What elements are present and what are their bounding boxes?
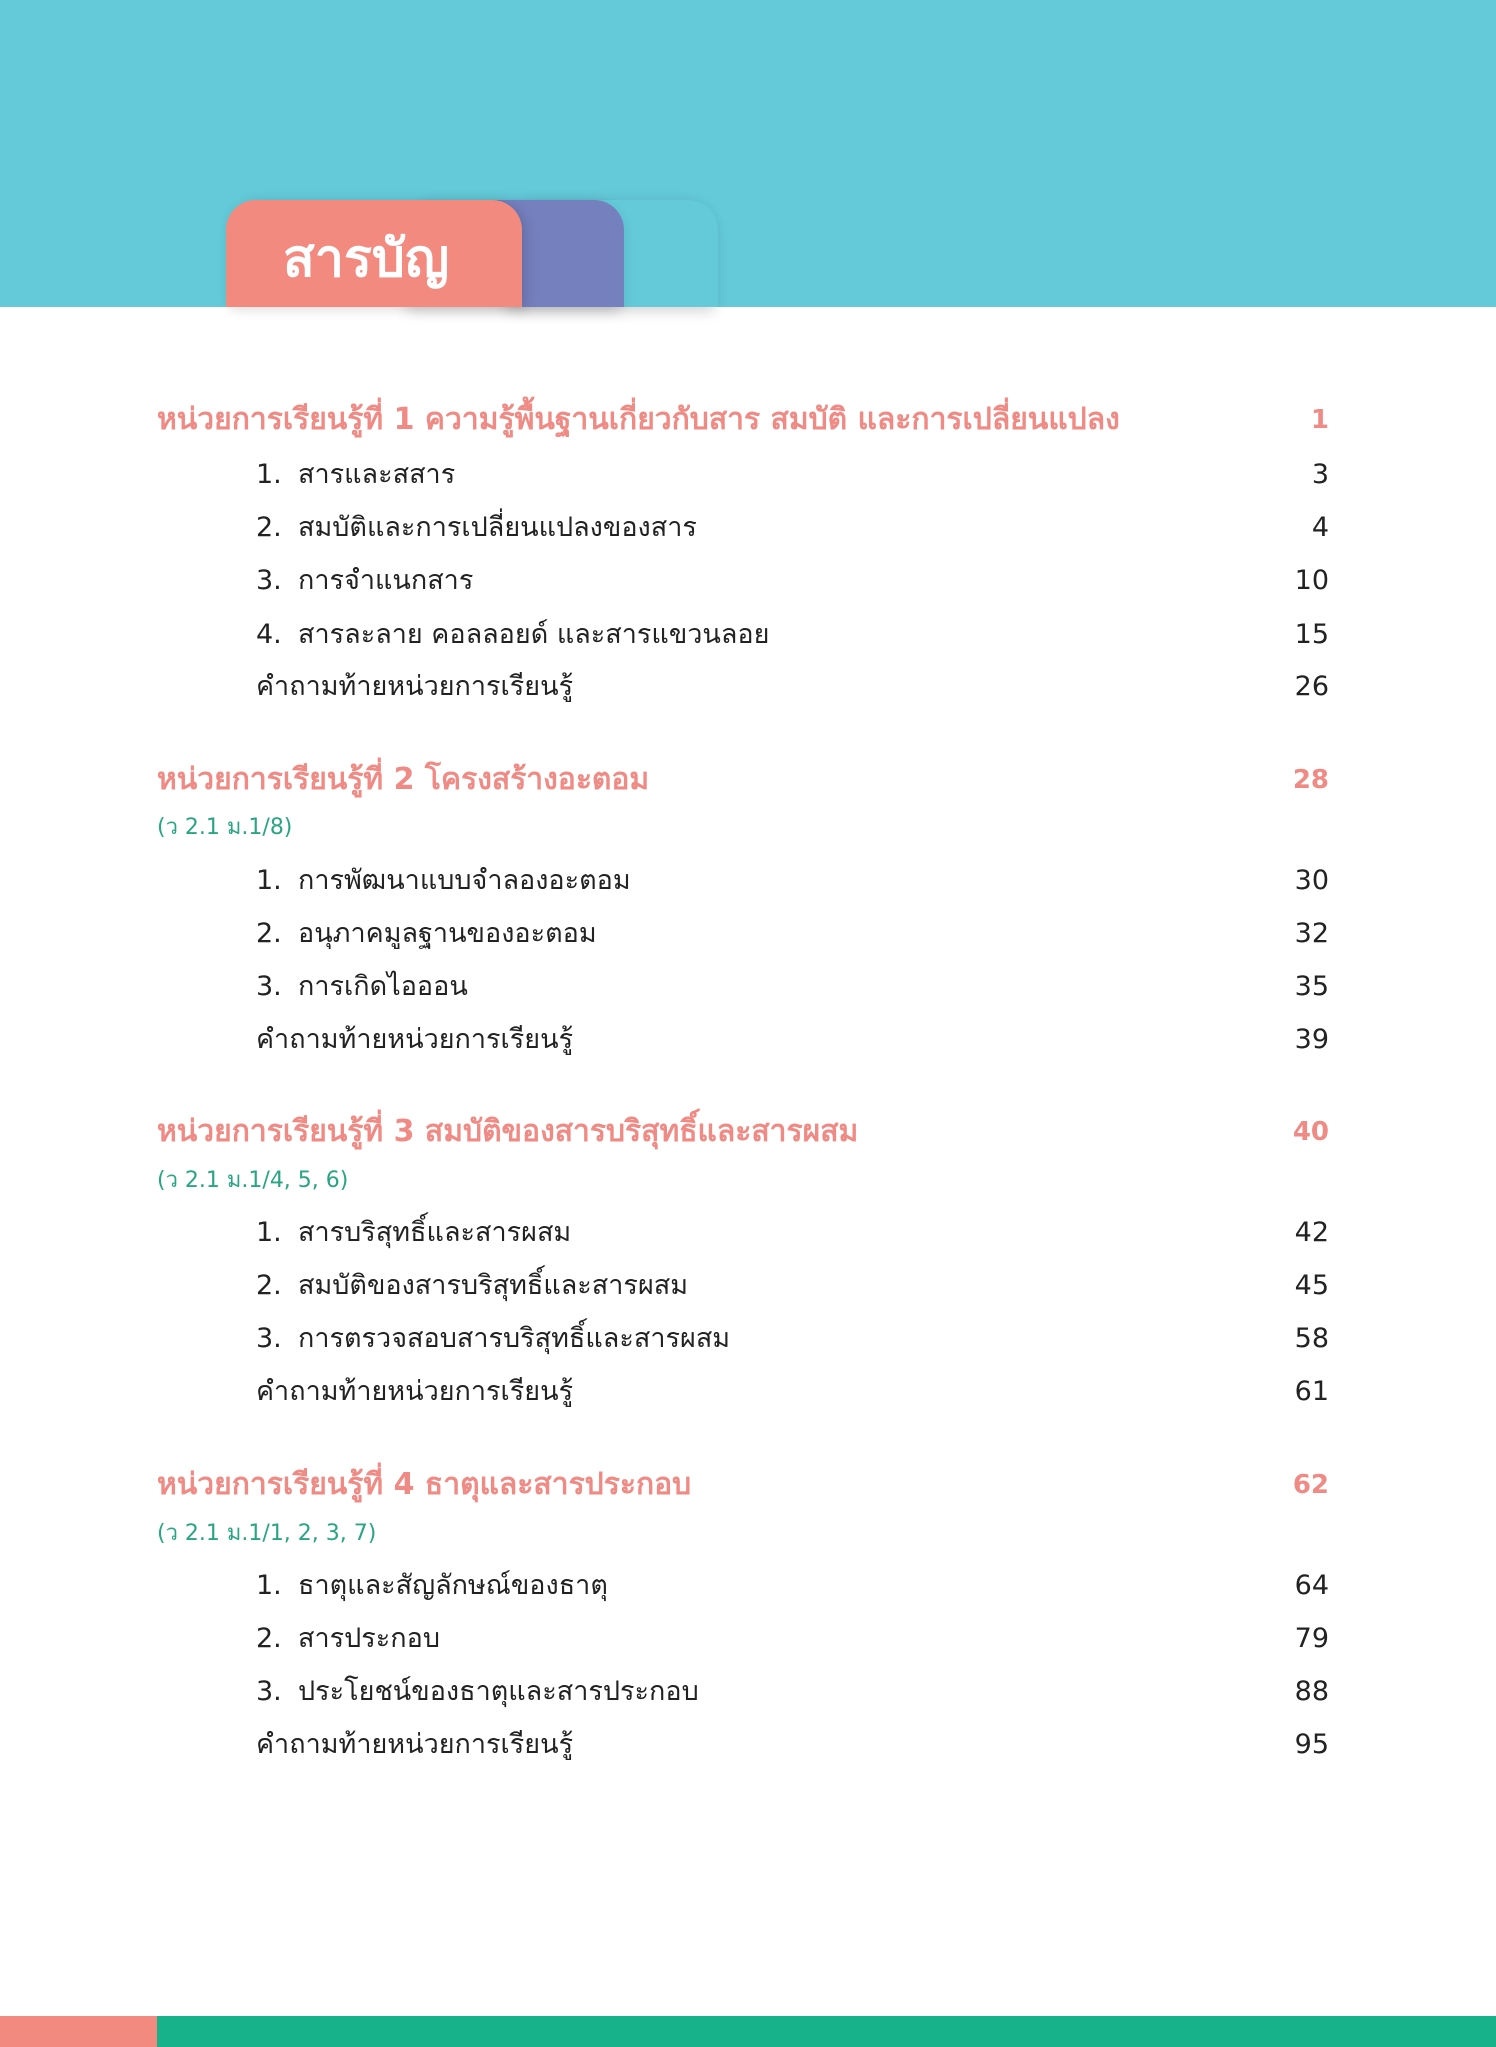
entry-label: อนุภาคมูลฐานของอะตอม — [298, 918, 597, 949]
entry-label: การจำแนกสาร — [298, 565, 474, 596]
entry-page-number: 30 — [1294, 865, 1329, 896]
entry-page-number: 58 — [1294, 1323, 1329, 1354]
entry-label: คำถามท้ายหน่วยการเรียนรู้ — [256, 1024, 574, 1055]
unit-page-number: 1 — [1310, 405, 1329, 435]
entry-number: 2. — [256, 1270, 282, 1301]
toc-entry[interactable] — [256, 861, 1329, 901]
entry-number: 1. — [256, 865, 282, 896]
entry-number: 1. — [256, 1570, 282, 1601]
unit-title[interactable]: หน่วยการเรียนรู้ที่ 4 ธาตุและสารประกอบ — [157, 1467, 692, 1502]
entry-page-number: 10 — [1294, 565, 1329, 596]
unit-page-number: 28 — [1292, 765, 1329, 795]
entry-page-number: 45 — [1294, 1270, 1329, 1301]
entry-page-number: 3 — [1311, 459, 1329, 490]
curriculum-standard: (ว 2.1 ม.1/1, 2, 3, 7) — [157, 1521, 377, 1546]
entry-number: 2. — [256, 1623, 282, 1654]
entry-page-number: 88 — [1294, 1676, 1329, 1707]
entry-page-number: 42 — [1294, 1217, 1329, 1248]
entry-label: การตรวจสอบสารบริสุทธิ์และสารผสม — [298, 1323, 731, 1354]
unit-page-number: 40 — [1292, 1117, 1329, 1147]
unit-title[interactable]: หน่วยการเรียนรู้ที่ 3 สมบัติของสารบริสุทธิ์และสารผสม — [157, 1114, 859, 1149]
entry-label: การเกิดไอออน — [298, 971, 468, 1002]
entry-label: คำถามท้ายหน่วยการเรียนรู้ — [256, 671, 574, 702]
curriculum-standard: (ว 2.1 ม.1/4, 5, 6) — [157, 1168, 349, 1193]
entry-number: 1. — [256, 459, 282, 490]
entry-number: 3. — [256, 1676, 282, 1707]
toc-entry[interactable] — [256, 1566, 1329, 1606]
entry-page-number: 35 — [1294, 971, 1329, 1002]
toc-entry-review[interactable] — [256, 1020, 1329, 1060]
toc-entry[interactable] — [256, 1266, 1329, 1306]
unit-page-number: 62 — [1292, 1470, 1329, 1500]
toc-entry[interactable] — [256, 1213, 1329, 1253]
entry-page-number: 79 — [1294, 1623, 1329, 1654]
entry-page-number: 64 — [1294, 1570, 1329, 1601]
entry-label: การพัฒนาแบบจำลองอะตอม — [298, 865, 631, 896]
entry-number: 4. — [256, 619, 282, 650]
entry-label: ธาตุและสัญลักษณ์ของธาตุ — [298, 1570, 608, 1601]
toc-entry-review[interactable] — [256, 1725, 1329, 1765]
entry-page-number: 61 — [1294, 1376, 1329, 1407]
page-title: สารบัญ — [283, 229, 450, 289]
entry-page-number: 26 — [1294, 671, 1329, 702]
entry-label: คำถามท้ายหน่วยการเรียนรู้ — [256, 1376, 574, 1407]
entry-page-number: 32 — [1294, 918, 1329, 949]
footer-accent — [0, 2016, 157, 2047]
entry-number: 2. — [256, 512, 282, 543]
entry-number: 3. — [256, 971, 282, 1002]
entry-label: สารประกอบ — [298, 1623, 440, 1654]
unit-title[interactable]: หน่วยการเรียนรู้ที่ 1 ความรู้พื้นฐานเกี่ยวกับสาร สมบัติ และการเปลี่ยนแปลง — [157, 402, 1120, 437]
toc-entry[interactable] — [256, 914, 1329, 954]
entry-label: สมบัติและการเปลี่ยนแปลงของสาร — [298, 512, 697, 543]
toc-entry[interactable] — [256, 967, 1329, 1007]
entry-label: สารละลาย คอลลอยด์ และสารแขวนลอย — [298, 619, 770, 650]
entry-label: ประโยชน์ของธาตุและสารประกอบ — [298, 1676, 699, 1707]
entry-page-number: 4 — [1311, 512, 1329, 543]
header-band — [0, 0, 1496, 307]
entry-page-number: 15 — [1294, 619, 1329, 650]
toc-entry[interactable] — [256, 1672, 1329, 1712]
entry-number: 2. — [256, 918, 282, 949]
entry-number: 1. — [256, 1217, 282, 1248]
toc-entry-review[interactable] — [256, 667, 1329, 707]
toc-entry[interactable] — [256, 455, 1329, 495]
entry-label: สมบัติของสารบริสุทธิ์และสารผสม — [298, 1270, 689, 1301]
toc-entry[interactable] — [256, 1319, 1329, 1359]
toc-entry[interactable] — [256, 1619, 1329, 1659]
toc-entry[interactable] — [256, 508, 1329, 548]
footer-band — [0, 2016, 1496, 2047]
toc-entry-review[interactable] — [256, 1372, 1329, 1412]
entry-page-number: 95 — [1294, 1729, 1329, 1760]
curriculum-standard: (ว 2.1 ม.1/8) — [157, 815, 293, 840]
entry-number: 3. — [256, 1323, 282, 1354]
toc-entry[interactable] — [256, 615, 1329, 655]
entry-label: สารและสสาร — [298, 459, 456, 490]
entry-page-number: 39 — [1294, 1024, 1329, 1055]
entry-number: 3. — [256, 565, 282, 596]
toc-entry[interactable] — [256, 561, 1329, 601]
entry-label: คำถามท้ายหน่วยการเรียนรู้ — [256, 1729, 574, 1760]
entry-label: สารบริสุทธิ์และสารผสม — [298, 1217, 572, 1248]
unit-title[interactable]: หน่วยการเรียนรู้ที่ 2 โครงสร้างอะตอม — [157, 762, 650, 797]
